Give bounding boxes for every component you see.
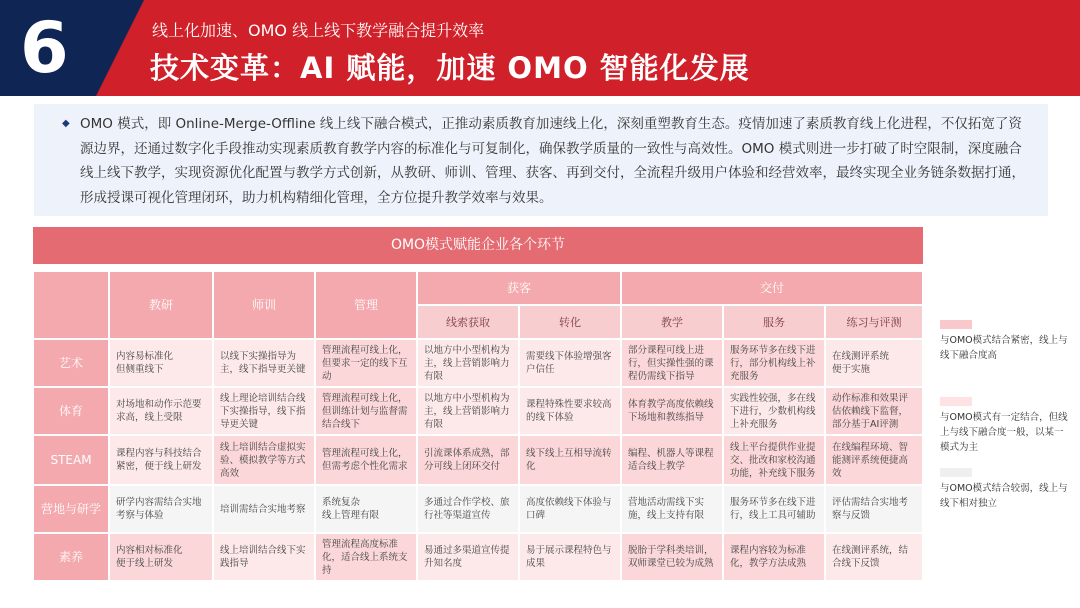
section-number: 6 [20, 7, 69, 89]
table-cell: 实践性较强，多在线下进行，少数机构线上补充服务 [723, 387, 825, 435]
table-cell: 引流课体系成熟，部分可线上闭环交付 [417, 435, 519, 485]
legend-text: 与OMO模式结合较弱，线上与线下相对独立 [940, 483, 1068, 509]
row-label: STEAM [33, 435, 109, 485]
section-number-slant [96, 0, 144, 96]
table-cell: 在线测评系统，结合线下反馈 [825, 533, 923, 581]
table-cell: 高度依赖线下体验与口碑 [519, 485, 621, 533]
legend-item [940, 468, 1070, 511]
subheader-lianxi: 练习与评测 [825, 305, 923, 339]
table-cell: 内容易标准化 但侧重线下 [109, 339, 213, 387]
table-cell: 管理流程可线上化，但需考虑个性化需求 [315, 435, 417, 485]
subheader-jiaoxue: 教学 [621, 305, 723, 339]
diamond-bullet-icon: ◆ [62, 118, 70, 129]
table-cell: 在线测评系统 便于实施 [825, 339, 923, 387]
subheader-xiansuo: 线索获取 [417, 305, 519, 339]
row-label: 素养 [33, 533, 109, 581]
legend-text: 与OMO模式结合紧密，线上与线下融合度高 [940, 335, 1068, 361]
table-cell: 研学内容需结合实地考察与体验 [109, 485, 213, 533]
legend-item [940, 320, 1070, 363]
table-cell: 以地方中小型机构为主，线上营销影响力有限 [417, 387, 519, 435]
legend-swatch [940, 320, 972, 329]
table-cell: 课程内容较为标准化，教学方法成熟 [723, 533, 825, 581]
header-guanli: 管理 [315, 271, 417, 339]
table-cell: 体育教学高度依赖线下场地和教练指导 [621, 387, 723, 435]
table-cell: 管理流程可线上化，但要求一定的线下互动 [315, 339, 417, 387]
corner-cell [33, 271, 109, 339]
table-cell: 对场地和动作示范要求高，线上受限 [109, 387, 213, 435]
row-label: 艺术 [33, 339, 109, 387]
subheader-fuwu: 服务 [723, 305, 825, 339]
header-huoke: 获客 [417, 271, 621, 305]
table-cell: 需要线下体验增强客户信任 [519, 339, 621, 387]
table-cell: 以地方中小型机构为主，线上营销影响力有限 [417, 339, 519, 387]
table-cell: 线上培训结合虚拟实验、模拟教学等方式高效 [213, 435, 315, 485]
omo-table [33, 271, 923, 581]
table-cell: 易通过多渠道宣传提升知名度 [417, 533, 519, 581]
table-cell: 编程、机器人等课程适合线上教学 [621, 435, 723, 485]
legend-text: 与OMO模式有一定结合，但线上与线下融合度一般，以某一模式为主 [940, 412, 1068, 453]
row-label: 营地与研学 [33, 485, 109, 533]
header-subtitle: 线上化加速、OMO 线上线下教学融合提升效率 [152, 21, 485, 40]
table-cell: 易于展示课程特色与成果 [519, 533, 621, 581]
legend-swatch [940, 397, 972, 406]
table-cell: 在线编程环境、智能测评系统便捷高效 [825, 435, 923, 485]
table-cell: 动作标准和效果评估依赖线下监督，部分基于AI评测 [825, 387, 923, 435]
table-cell: 管理流程可线上化，但训练计划与监督需结合线下 [315, 387, 417, 435]
table-cell: 营地活动需线下实施，线上支持有限 [621, 485, 723, 533]
table-cell: 线下线上互相导流转化 [519, 435, 621, 485]
table-cell: 以线下实操指导为主，线下指导更关键 [213, 339, 315, 387]
header-shixun: 师训 [213, 271, 315, 339]
page-title: 技术变革：AI 赋能，加速 OMO 智能化发展 [150, 51, 750, 85]
intro-text: OMO 模式，即 Online-Merge-Offline 线上线下融合模式，正推动素质教育加速线上化，深刻重塑教育生态。疫情加速了素质教育线上化进程，不仅拓宽了资源边界，还通过数字化手段推动实现素质教育教学内容的标准化与可复制化，确保教学质量的一致性与高效性。OMO 模式则进一步打破了时空限制，深度融合线上线下教学，实现资源优化配置与教学方式创新，从教研、师训、管理、获客、再到交付，全流程升级用户体验和经营效率，最终实现全业务链条数据打通，形成授课可视化管理闭环，助力机构精细化管理，全方位提升教学效率与效果。 [80, 116, 1025, 206]
table-cell: 脱胎于学科类培训，双师课堂已较为成熟 [621, 533, 723, 581]
table-cell: 课程特殊性要求较高的线下体验 [519, 387, 621, 435]
table-cell: 内容相对标准化 便于线上研发 [109, 533, 213, 581]
legend-item [940, 397, 1070, 455]
table-cell: 线上平台提供作业提交、批改和家校沟通功能，补充线下服务 [723, 435, 825, 485]
table-cell: 评估需结合实地考察与反馈 [825, 485, 923, 533]
table-cell: 部分课程可线上进行，但实操性强的课程仍需线下指导 [621, 339, 723, 387]
table-cell: 服务环节多在线下进行，部分机构线上补充服务 [723, 339, 825, 387]
row-label: 体育 [33, 387, 109, 435]
header-jiaofu: 交付 [621, 271, 923, 305]
table-cell: 管理流程高度标准化，适合线上系统支持 [315, 533, 417, 581]
legend-swatch [940, 468, 972, 477]
table-cell: 系统复杂 线上管理有限 [315, 485, 417, 533]
table-cell: 多通过合作学校、旅行社等渠道宣传 [417, 485, 519, 533]
table-cell: 线上培训结合线下实践指导 [213, 533, 315, 581]
table-cell: 线上理论培训结合线下实操指导，线下指导更关键 [213, 387, 315, 435]
table-cell: 课程内容与科技结合紧密，便于线上研发 [109, 435, 213, 485]
header-jiaoyan: 教研 [109, 271, 213, 339]
table-cell: 服务环节多在线下进行，线上工具可辅助 [723, 485, 825, 533]
table-title: OMO模式赋能企业各个环节 [33, 227, 923, 264]
table-cell: 培训需结合实地考察 [213, 485, 315, 533]
header-banner [0, 0, 1080, 96]
intro-box [34, 104, 1048, 216]
subheader-zhuanhua: 转化 [519, 305, 621, 339]
